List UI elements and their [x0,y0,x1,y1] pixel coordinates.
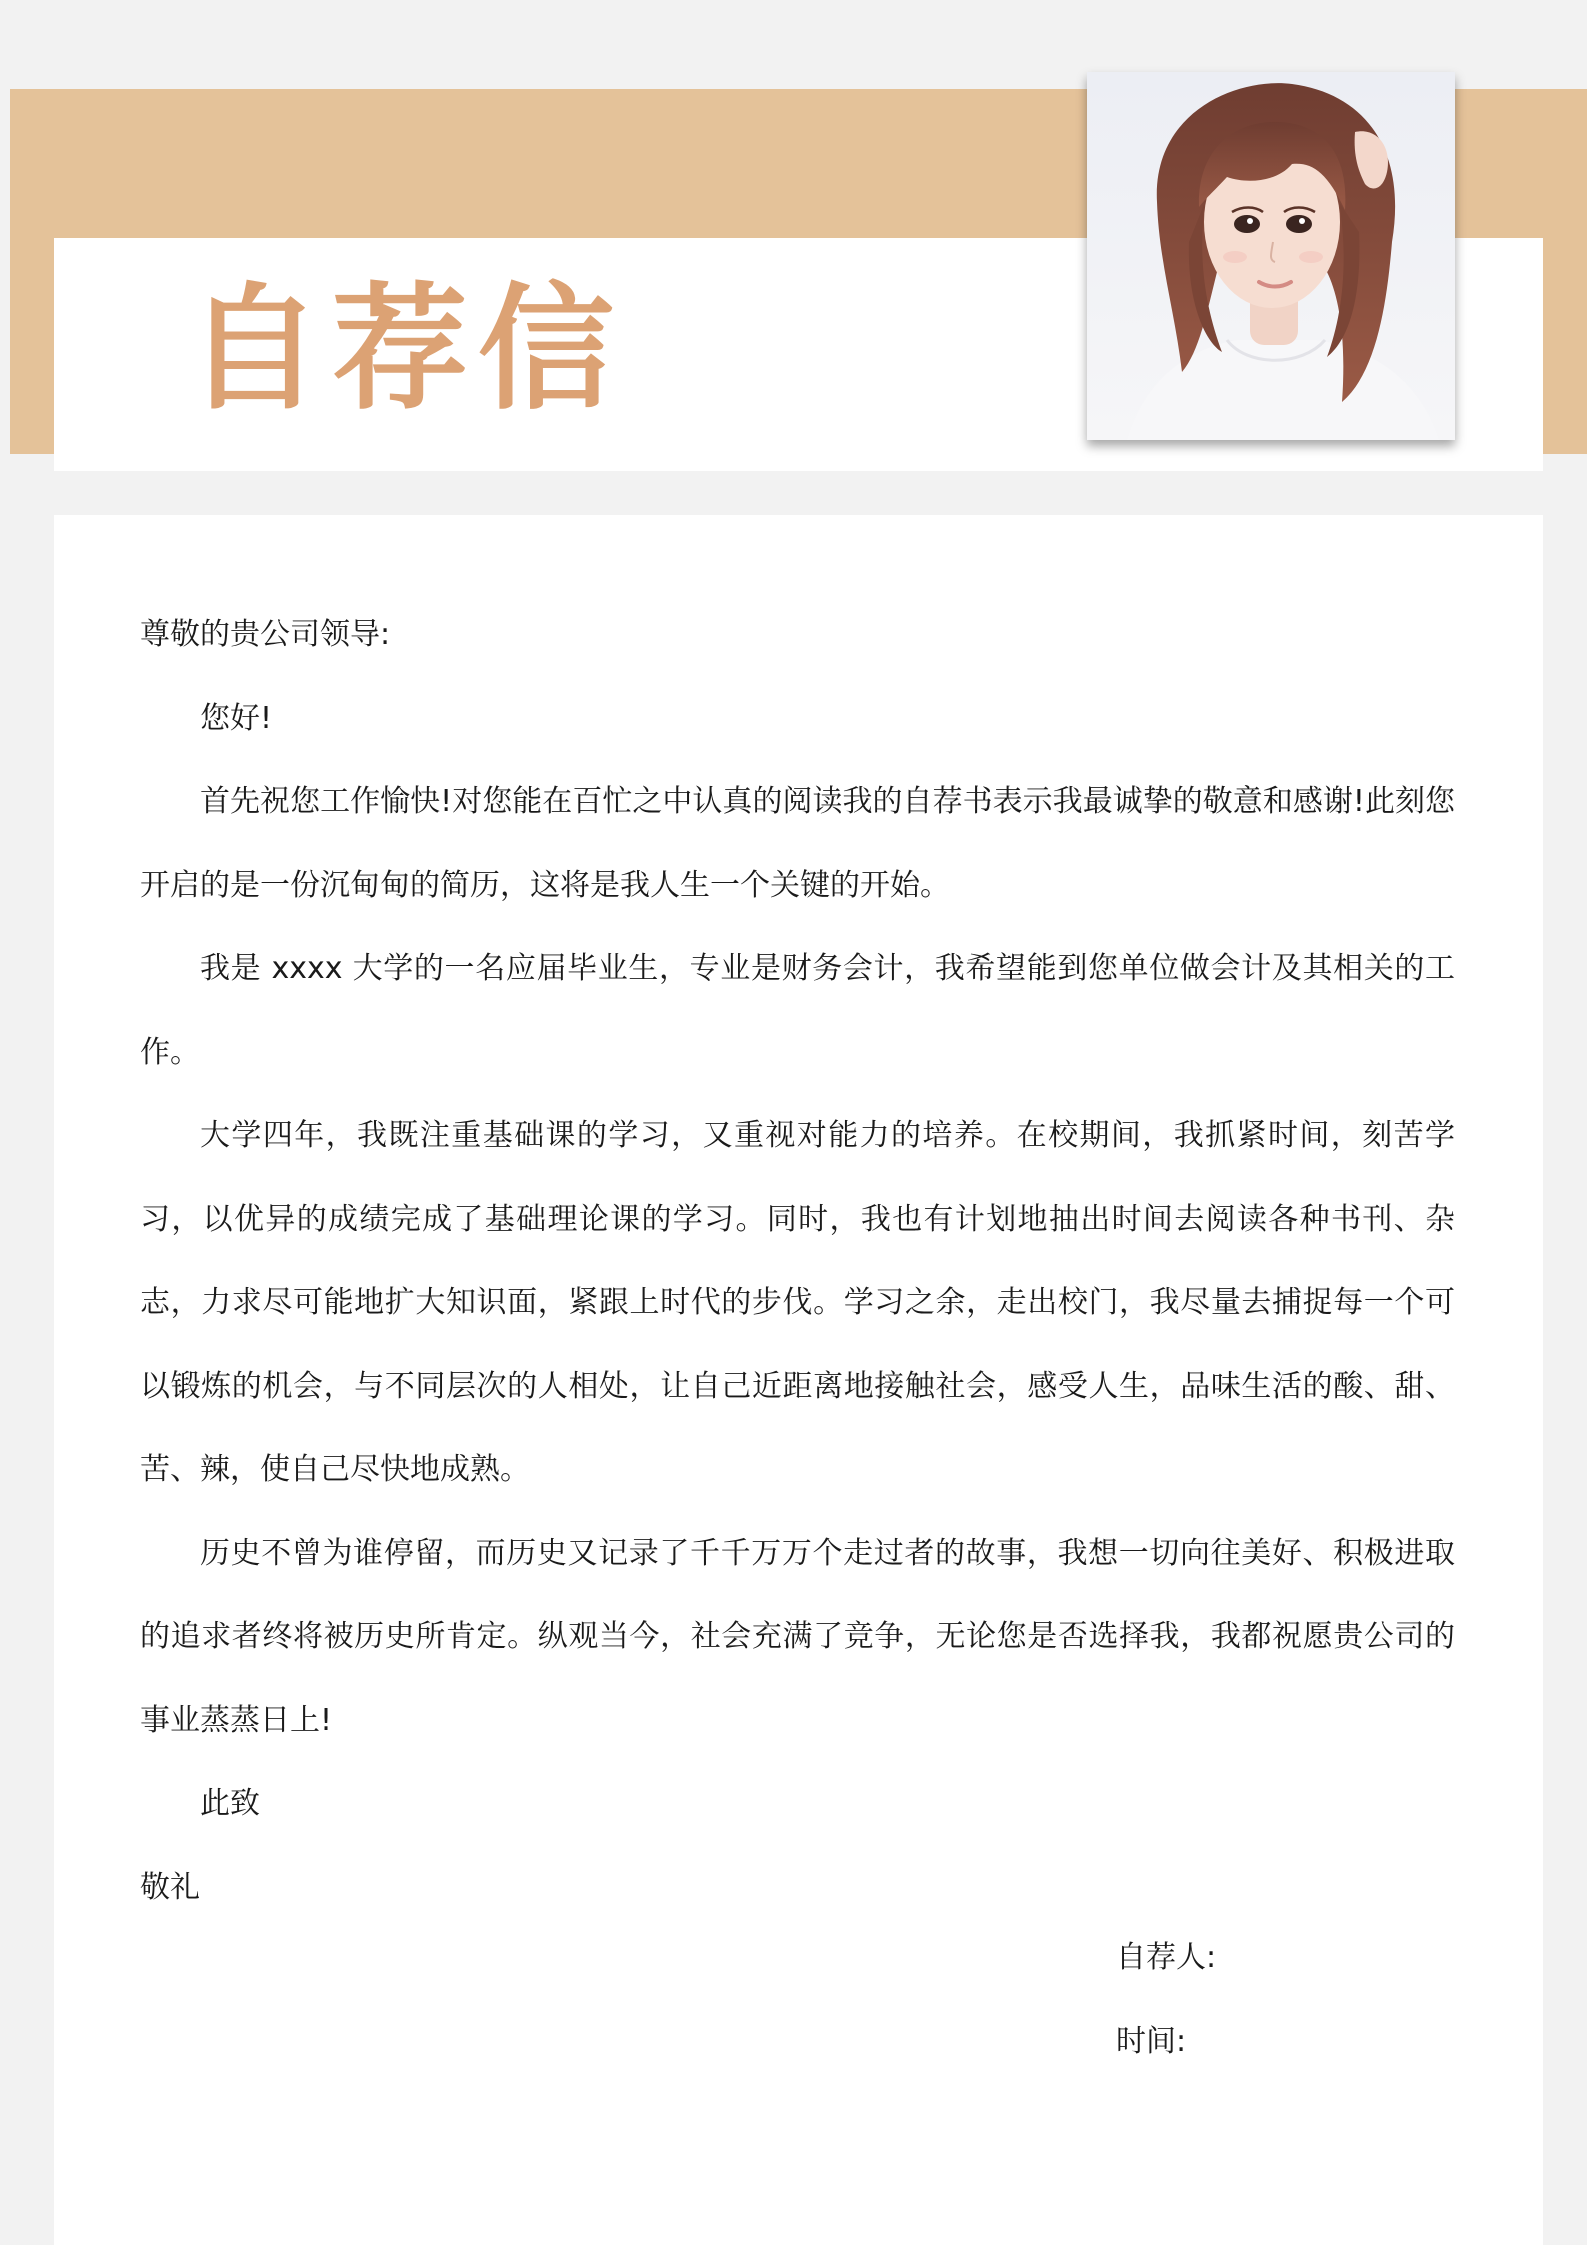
signature-name-label: 自荐人: [1116,1940,1217,1975]
paragraph-2: 我是 xxxx 大学的一名应届毕业生，专业是财务会计，我希望能到您单位做会计及其相关的工作。 [140,951,1455,1070]
page-title: 自荐信 [186,271,624,429]
letter-body [140,593,1455,1929]
closing-1: 此致 [200,1786,260,1821]
paragraph-1: 首先祝您工作愉快!对您能在百忙之中认真的阅读我的自荐书表示我最诚挚的敬意和感谢!此刻您开启的是一份沉甸甸的简历，这将是我人生一个关键的开始。 [140,784,1455,903]
signature-block [1116,1916,1216,2083]
greeting: 您好! [200,700,273,736]
paragraph-3: 大学四年，我既注重基础课的学习，又重视对能力的培养。在校期间，我抓紧时间，刻苦学习，以优异的成绩完成了基础理论课的学习。同时，我也有计划地抽出时间去阅读各种书刊、杂志，力求尽可能地扩大知识面，紧跟上时代的步伐。学习之余，走出校门，我尽量去捕捉每一个可以锻炼的机会，与不同层次的人相处，让自己近距离地接触社会，感受人生，品味生活的酸、甜、苦、辣，使自己尽快地成熟。 [140,1118,1455,1487]
paragraph-4: 历史不曾为谁停留，而历史又记录了千千万万个走过者的故事，我想一切向往美好、积极进取的追求者终将被历史所肯定。纵观当今，社会充满了竞争，无论您是否选择我，我都祝愿贵公司的事业蒸蒸日上! [140,1535,1455,1738]
portrait-photo-icon [1087,72,1455,440]
closing-2: 敬礼 [140,1869,200,1905]
signature-date-label: 时间: [1116,2023,1187,2059]
portrait-photo [1087,72,1455,440]
salutation: 尊敬的贵公司领导: [140,617,391,652]
